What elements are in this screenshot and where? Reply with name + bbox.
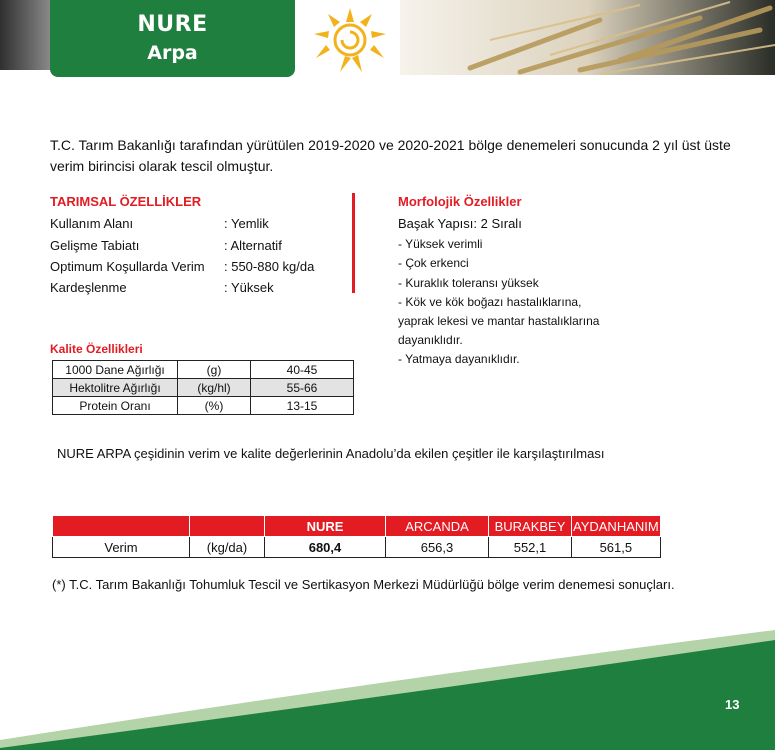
table-cell: 656,3 (386, 537, 489, 558)
agri-key: Gelişme Tabiatı (50, 238, 140, 253)
table-cell: 561,5 (572, 537, 661, 558)
comparison-table (52, 515, 661, 558)
table-header-cell: NURE (265, 516, 386, 537)
quality-table (52, 360, 354, 415)
table-cell: 680,4 (265, 537, 386, 558)
morph-line: Başak Yapısı: 2 Sıralı (398, 216, 522, 231)
variety-name: NURE (137, 12, 208, 37)
morph-line: - Yatmaya dayanıklıdır. (398, 352, 520, 366)
comparison-caption: NURE ARPA çeşidinin verim ve kalite değerlerinin Anadolu’da ekilen çeşitler ile karşılaştırılması (57, 446, 605, 461)
page-number: 13 (725, 697, 740, 712)
morph-line: - Yüksek verimli (398, 237, 483, 251)
agri-row (50, 259, 314, 274)
table-header-cell (53, 516, 190, 537)
table-cell: Verim (53, 537, 190, 558)
section-divider (352, 193, 355, 293)
agri-key: Kullanım Alanı (50, 216, 134, 231)
morph-line: dayanıklıdır. (398, 333, 463, 347)
table-header-cell: BURAKBEY (489, 516, 572, 537)
intro-paragraph: T.C. Tarım Bakanlığı tarafından yürütülen 2019-2020 ve 2020-2021 bölge denemeleri sonucunda 2 yıl üst üste verim birincisi olarak tescil olmuştur. (50, 137, 731, 174)
agri-value: : Yüksek (224, 280, 274, 295)
table-cell: 13-15 (251, 397, 354, 415)
table-cell: 40-45 (251, 361, 354, 379)
sun-logo (300, 0, 400, 80)
table-cell: Hektolitre Ağırlığı (53, 379, 178, 397)
table-cell: (kg/da) (190, 537, 265, 558)
morph-section-title: Morfolojik Özellikler (398, 194, 522, 209)
agri-key: Kardeşlenme (50, 280, 127, 295)
table-row (53, 379, 354, 397)
table-header-cell: AYDANHANIM (572, 516, 661, 537)
table-cell: (kg/hl) (178, 379, 251, 397)
table-header-cell (190, 516, 265, 537)
morph-line: yaprak lekesi ve mantar hastalıklarına (398, 314, 600, 328)
footnote: (*) T.C. Tarım Bakanlığı Tohumluk Tescil ve Sertikasyon Merkezi Müdürlüğü bölge verim denemesi sonuçları. (52, 577, 675, 592)
table-header-row (53, 516, 661, 537)
agri-row (50, 238, 282, 253)
table-cell: 1000 Dane Ağırlığı (53, 361, 178, 379)
agri-value: : 550-880 kg/da (224, 259, 315, 274)
table-row (53, 537, 661, 558)
crop-name: Arpa (147, 42, 198, 64)
table-cell: 55-66 (251, 379, 354, 397)
agri-row (50, 280, 274, 295)
agri-key: Optimum Koşullarda Verim (50, 259, 205, 274)
footer-decoration (0, 620, 775, 750)
agri-value: : Yemlik (224, 216, 269, 231)
table-cell: Protein Oranı (53, 397, 178, 415)
table-row (53, 397, 354, 415)
agri-row (50, 216, 269, 231)
morph-line: - Kuraklık toleransı yüksek (398, 276, 539, 290)
morph-line: - Çok erkenci (398, 256, 469, 270)
table-cell: 552,1 (489, 537, 572, 558)
agri-section-title: TARIMSAL ÖZELLİKLER (50, 194, 202, 209)
table-cell: (%) (178, 397, 251, 415)
table-row (53, 361, 354, 379)
title-box (50, 0, 295, 77)
morph-line: - Kök ve kök boğazı hastalıklarına, (398, 295, 582, 309)
table-header-cell: ARCANDA (386, 516, 489, 537)
wheat-banner-image (400, 0, 775, 75)
quality-section-title: Kalite Özellikleri (50, 342, 143, 356)
table-cell: (g) (178, 361, 251, 379)
agri-value: : Alternatif (224, 238, 282, 253)
